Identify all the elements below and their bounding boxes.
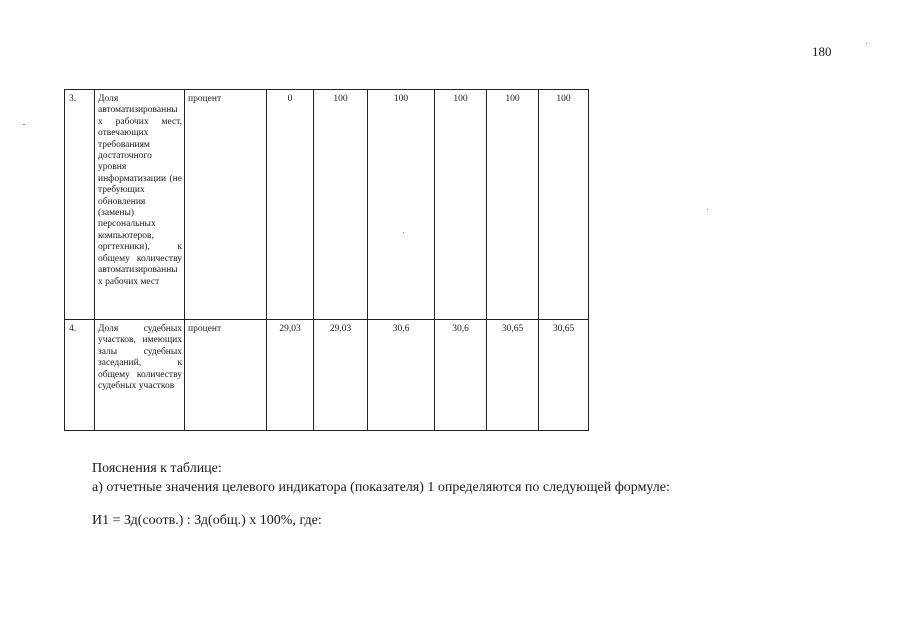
table-row xyxy=(65,320,589,431)
value-cell: 100 xyxy=(314,90,368,320)
indicator-name: Доля автоматизированных рабочих мест, отвечающих требованиям достаточного уровня информатизации (не требующих обновления (замены) персональных компьютеров, оргтехники), к общему количеству автоматизированных рабочих мест xyxy=(95,90,185,320)
value-cell: 100 xyxy=(368,90,435,320)
value-cell: 30,65 xyxy=(539,320,589,431)
unit-cell: процент xyxy=(185,320,267,431)
value-cell: 100 xyxy=(539,90,589,320)
value-cell: 30,65 xyxy=(487,320,539,431)
formula: И1 = Зд(соотв.) : Зд(общ.) х 100%, где: xyxy=(92,513,322,528)
row-number: 4. xyxy=(65,320,95,431)
unit-cell: процент xyxy=(185,90,267,320)
indicator-table xyxy=(64,89,589,431)
notes-item-a: а) отчетные значения целевого индикатора (показателя) 1 определяются по следующей формуле: xyxy=(92,480,670,495)
value-cell: 29,03 xyxy=(267,320,314,431)
scan-speck xyxy=(866,43,867,44)
value-cell: 30,6 xyxy=(435,320,487,431)
table-row xyxy=(65,90,589,320)
value-cell: 0 xyxy=(267,90,314,320)
table-notes xyxy=(92,459,670,497)
scan-speck xyxy=(707,209,708,210)
page-number: 180 xyxy=(812,44,832,59)
value-cell: 29,03 xyxy=(314,320,368,431)
value-cell: 100 xyxy=(435,90,487,320)
notes-heading: Пояснения к таблице: xyxy=(92,461,222,476)
value-cell: 30,6 xyxy=(368,320,435,431)
scan-speck xyxy=(23,124,25,125)
indicator-name: Доля судебных участков, имеющих залы судебных заседаний, к общему количеству судебных участков xyxy=(95,320,185,431)
value-cell: 100 xyxy=(487,90,539,320)
scan-speck xyxy=(403,232,404,233)
row-number: 3. xyxy=(65,90,95,320)
